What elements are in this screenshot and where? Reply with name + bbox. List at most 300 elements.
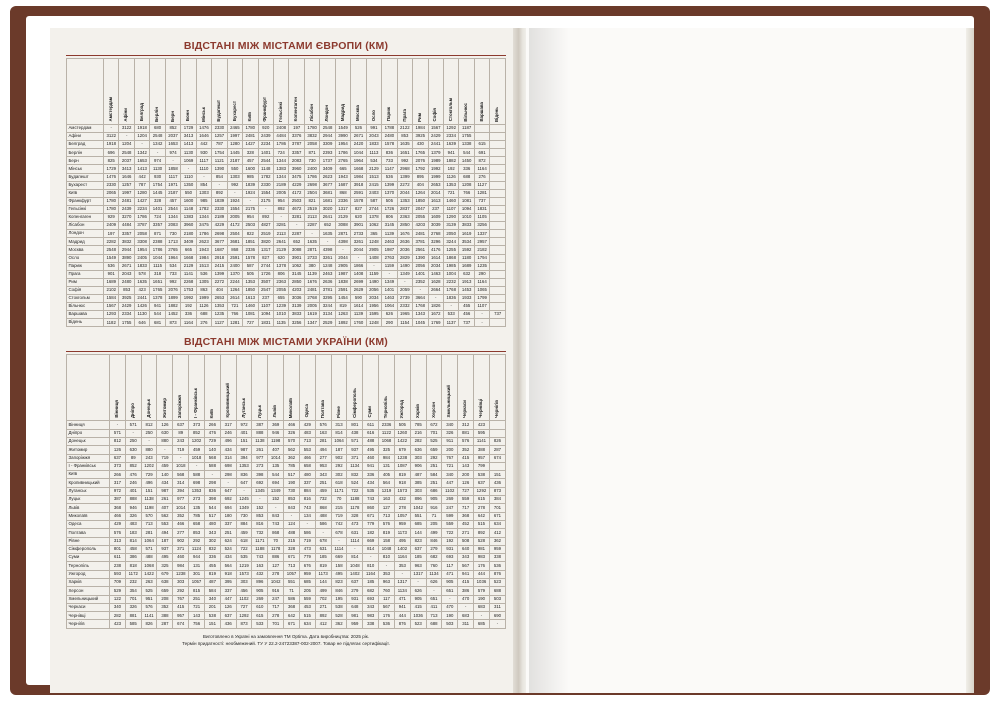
distance-cell: 868 (335, 189, 350, 197)
distance-cell: 311 (458, 620, 474, 628)
row-header: Луганськ (67, 487, 110, 495)
distance-cell: 693 (363, 595, 379, 603)
distance-cell: 313 (110, 537, 126, 545)
distance-cell: 1422 (141, 570, 157, 578)
table-row (67, 262, 506, 270)
distance-cell: 287 (157, 620, 173, 628)
distance-cell: 488 (363, 437, 379, 445)
distance-cell: 896 (252, 578, 268, 586)
distance-cell: 1786 (150, 246, 165, 254)
table-row (67, 578, 506, 586)
distance-cell: 544 (268, 471, 284, 479)
column-header (347, 355, 363, 421)
distance-cell (474, 133, 489, 141)
distance-cell: 1064 (331, 437, 347, 445)
distance-cell: 2272 (397, 181, 412, 189)
distance-cell: 701 (489, 504, 505, 512)
distance-cell: 785 (189, 512, 205, 520)
distance-cell: 1839 (243, 181, 258, 189)
distance-cell: 89 (125, 454, 141, 462)
distance-cell: 722 (442, 529, 458, 537)
title-divider-europe (66, 55, 506, 56)
distance-cell: 429 (299, 421, 315, 429)
distance-cell: 176 (474, 562, 490, 570)
row-header: Лондон (67, 230, 104, 238)
distance-cell: 1463 (382, 294, 397, 302)
distance-cell: 336 (204, 554, 220, 562)
distance-cell: 587 (243, 262, 258, 270)
distance-cell: 2272 (212, 278, 227, 286)
distance-cell: 3281 (289, 214, 304, 222)
distance-cell: 1713 (165, 238, 180, 246)
distance-cell: 1460 (243, 303, 258, 311)
distance-cell: 251 (315, 479, 331, 487)
distance-cell: 70 (331, 496, 347, 504)
distance-cell: 1121 (212, 157, 227, 165)
column-header (204, 355, 220, 421)
distance-cell: 3295 (320, 294, 335, 302)
distance-cell: 432 (252, 570, 268, 578)
distance-cell: 1159 (366, 270, 381, 278)
column-header (212, 59, 227, 125)
distance-cell: 144 (410, 529, 426, 537)
distance-cell: 353 (394, 562, 410, 570)
distance-cell: 127 (268, 562, 284, 570)
distance-cell: 3901 (289, 254, 304, 262)
row-header: Кропивницький (67, 479, 110, 487)
distance-cell: 1159 (382, 262, 397, 270)
distance-cell: 2187 (165, 189, 180, 197)
distance-cell: 1786 (134, 214, 149, 222)
distance-cell: 578 (134, 270, 149, 278)
distance-cell: 880 (141, 446, 157, 454)
column-header-label: Осло (370, 110, 376, 122)
distance-cell: - (331, 537, 347, 545)
distance-cell: 611 (363, 421, 379, 429)
distance-cell: 743 (252, 554, 268, 562)
distance-cell: 590 (351, 294, 366, 302)
distance-cell: 1964 (351, 157, 366, 165)
table-row (67, 487, 506, 495)
distance-cell: 1646 (119, 173, 134, 181)
distance-cell: 1567 (104, 303, 119, 311)
distance-cell: 1248 (366, 319, 381, 327)
distance-cell: 3925 (119, 294, 134, 302)
column-header (426, 355, 442, 421)
distance-cell: 176 (379, 612, 395, 620)
distance-cell: 642 (284, 612, 300, 620)
column-header (165, 59, 180, 125)
row-header: Франкфурт (67, 197, 104, 205)
distance-cell: 1614 (428, 254, 443, 262)
distance-cell: 1349 (382, 278, 397, 286)
distance-cell: 953 (315, 462, 331, 470)
distance-cell: 1858 (165, 165, 180, 173)
distance-cell: 195 (331, 595, 347, 603)
distance-cell: 987 (236, 446, 252, 454)
distance-cell: 2332 (397, 303, 412, 311)
column-header (252, 355, 268, 421)
row-header: Рим (67, 278, 104, 286)
distance-cell: 2330 (212, 125, 227, 133)
distance-cell: 536 (489, 562, 505, 570)
distance-cell: 434 (157, 479, 173, 487)
distance-cell: 651 (442, 587, 458, 595)
row-header: Копенгаген (67, 214, 104, 222)
distance-cell: 337 (220, 520, 236, 528)
distance-cell: 576 (458, 437, 474, 445)
distance-cell: 3413 (181, 133, 196, 141)
distance-cell: 730 (165, 230, 180, 238)
distance-cell: 1918 (134, 125, 149, 133)
distance-cell: 429 (110, 520, 126, 528)
distance-cell: 787 (212, 141, 227, 149)
distance-cell: 722 (236, 545, 252, 553)
distance-cell: 1786 (304, 173, 319, 181)
column-header-label: Ужгород (399, 399, 404, 418)
distance-cell: 495 (331, 570, 347, 578)
distance-cell: 717 (458, 504, 474, 512)
distance-cell: 1292 (236, 612, 252, 620)
distance-cell: 626 (382, 311, 397, 319)
distance-cell: 1402 (394, 545, 410, 553)
distance-cell: 692 (220, 496, 236, 504)
distance-cell: 1353 (236, 462, 252, 470)
distance-cell: 404 (413, 181, 428, 189)
distance-cell: 3833 (289, 311, 304, 319)
distance-cell: 916 (268, 587, 284, 595)
distance-cell: 326 (125, 603, 141, 611)
distance-cell: 3139 (443, 222, 458, 230)
distance-cell: - (335, 246, 350, 254)
distance-cell: 311 (489, 603, 505, 611)
distance-cell: 584 (426, 471, 442, 479)
distance-cell: 1349 (236, 504, 252, 512)
distance-cell: 814 (363, 545, 379, 553)
distance-cell: 868 (268, 529, 284, 537)
table-row (67, 165, 506, 173)
distance-cell: 1102 (442, 487, 458, 495)
table-row (67, 189, 506, 197)
distance-cell: 2441 (134, 294, 149, 302)
distance-cell: 1445 (150, 189, 165, 197)
distance-cell: - (157, 446, 173, 454)
distance-cell: 2415 (212, 262, 227, 270)
distance-cell: 1584 (104, 294, 119, 302)
distance-cell: 852 (189, 429, 205, 437)
distance-cell: 671 (284, 620, 300, 628)
distance-cell: 326 (284, 429, 300, 437)
distance-cell: 683 (474, 603, 490, 611)
distance-cell: 2698 (212, 230, 227, 238)
distance-cell: 901 (104, 270, 119, 278)
distance-cell: 2056 (413, 262, 428, 270)
row-header: Бухарест (67, 181, 104, 189)
distance-cell: 292 (173, 587, 189, 595)
distance-cell: 4229 (212, 222, 227, 230)
table-row (67, 454, 506, 462)
distance-cell: - (382, 270, 397, 278)
column-header (227, 59, 242, 125)
column-header (366, 59, 381, 125)
distance-cell: 717 (268, 603, 284, 611)
distance-cell (490, 157, 506, 165)
distance-cell: 2481 (304, 286, 319, 294)
distance-cell: 438 (347, 429, 363, 437)
distance-cell: 713 (379, 512, 395, 520)
distance-cell: 1198 (141, 504, 157, 512)
distance-cell: 1578 (243, 254, 258, 262)
distance-cell: 152 (252, 504, 268, 512)
distance-cell: 503 (489, 595, 505, 603)
distance-cell: 1614 (351, 303, 366, 311)
column-header-label: Лісабон (308, 104, 314, 122)
distance-cell: 2439 (119, 205, 134, 213)
distance-cell: 1831 (258, 319, 273, 327)
distance-cell: 1139 (351, 311, 366, 319)
distance-cell: - (426, 587, 442, 595)
distance-cell: 1317 (258, 246, 273, 254)
distance-cell: 117 (442, 562, 458, 570)
distance-cell: 2102 (104, 286, 119, 294)
distance-cell: 442 (196, 141, 211, 149)
distance-cell: 2465 (227, 125, 242, 133)
distance-cell: 538 (204, 612, 220, 620)
column-header (181, 59, 196, 125)
distance-cell: 4398 (320, 246, 335, 254)
distance-cell: 1753 (181, 286, 196, 294)
distance-cell: 550 (227, 165, 242, 173)
row-header: Донецьк (67, 437, 110, 445)
distance-cell: 991 (366, 125, 381, 133)
distance-cell: 3088 (335, 222, 350, 230)
column-header-label: Вінниця (114, 400, 120, 418)
distance-cell: 2905 (366, 246, 381, 254)
distance-cell: 126 (458, 479, 474, 487)
distance-cell: 779 (363, 520, 379, 528)
distance-cell: 559 (458, 496, 474, 504)
table-row (67, 303, 506, 311)
distance-cell: 183 (125, 529, 141, 537)
distance-cell: 517 (284, 471, 300, 479)
distance-cell: 631 (315, 545, 331, 553)
distance-cell: 3145 (382, 222, 397, 230)
distance-cell: 876 (489, 570, 505, 578)
distance-cell: 884 (299, 487, 315, 495)
column-header (315, 355, 331, 421)
distance-cell: 340 (204, 595, 220, 603)
distance-cell: 1399 (397, 173, 412, 181)
section-gap (66, 327, 506, 336)
distance-cell: 920 (258, 125, 273, 133)
distance-cell: 251 (220, 529, 236, 537)
distance-cell: 810 (363, 562, 379, 570)
distance-cell: 1399 (212, 270, 227, 278)
column-header-label: Париж (386, 107, 392, 122)
distance-cell: 135 (268, 462, 284, 470)
distance-cell: - (428, 294, 443, 302)
distance-cell: 140 (157, 471, 173, 479)
row-header: Лісабон (67, 222, 104, 230)
distance-cell: 1164 (474, 165, 489, 173)
distance-cell: 362 (331, 620, 347, 628)
column-header-label: Москва (355, 105, 361, 122)
distance-cell: 1248 (366, 238, 381, 246)
distance-cell: 1882 (165, 303, 180, 311)
distance-cell: 721 (442, 462, 458, 470)
distance-cell: 2113 (304, 214, 319, 222)
distance-cell: 1238 (394, 454, 410, 462)
distance-cell: 551 (410, 512, 426, 520)
distance-cell: 2968 (397, 165, 412, 173)
distance-cell: 3409 (181, 238, 196, 246)
distance-cell: 488 (284, 529, 300, 537)
distance-cell: 626 (410, 587, 426, 595)
distance-cell: 1204 (134, 133, 149, 141)
distance-cell: 884 (236, 520, 252, 528)
distance-cell: 371 (173, 545, 189, 553)
distance-cell: 2403 (366, 189, 381, 197)
distance-cell: 534 (165, 262, 180, 270)
distance-cell: 3677 (212, 238, 227, 246)
table-row (67, 537, 506, 545)
distance-cell: 470 (458, 595, 474, 603)
distance-cell: 981 (347, 612, 363, 620)
column-header-label: Бухарест (231, 101, 237, 122)
distance-cell: 863 (196, 286, 211, 294)
column-header-label: Хмельницький (446, 385, 452, 418)
table-row (67, 446, 506, 454)
distance-cell: 2504 (227, 230, 242, 238)
distance-cell: 1113 (366, 149, 381, 157)
distance-cell: 1057 (284, 570, 300, 578)
row-header: Вінниця (67, 421, 110, 429)
distance-cell: 1476 (196, 125, 211, 133)
distance-cell: 853 (189, 529, 205, 537)
distance-cell: 815 (189, 587, 205, 595)
distance-cell: 1057 (189, 578, 205, 586)
distance-cell: 1048 (379, 545, 395, 553)
distance-cell: 515 (474, 520, 490, 528)
distance-cell: 868 (315, 504, 331, 512)
distance-cell: 3281 (273, 222, 288, 230)
page-footer (66, 634, 506, 648)
distance-cell: 336 (459, 165, 474, 173)
distance-cell: 576 (315, 421, 331, 429)
distance-cell: 2005 (304, 303, 319, 311)
distance-cell: 536 (104, 262, 119, 270)
distance-cell: 455 (204, 562, 220, 570)
distance-cell: 1248 (320, 262, 335, 270)
distance-cell: 287 (489, 446, 505, 454)
distance-cell: 1303 (227, 173, 242, 181)
distance-cell: 1635 (134, 278, 149, 286)
distance-cell: 187 (157, 537, 173, 545)
distance-cell: 529 (110, 587, 126, 595)
distance-cell: - (150, 149, 165, 157)
column-header (157, 355, 173, 421)
distance-cell: 680 (150, 125, 165, 133)
distance-cell: 124 (284, 520, 300, 528)
distance-cell: 298 (220, 471, 236, 479)
distance-cell: 1281 (474, 189, 489, 197)
distance-cell: 1850 (243, 286, 258, 294)
row-header: Софія (67, 286, 104, 294)
distance-cell: 2671 (351, 133, 366, 141)
distance-cell: 1413 (181, 141, 196, 149)
distance-cell: 273 (189, 496, 205, 504)
distance-cell: 2287 (304, 222, 319, 230)
column-header (474, 355, 490, 421)
distance-cell: 854 (196, 181, 211, 189)
distance-cell: 2653 (212, 294, 227, 302)
distance-cell: 343 (204, 529, 220, 537)
distance-cell: 941 (363, 462, 379, 470)
notebook-pages (26, 16, 974, 685)
distance-cell: 724 (150, 214, 165, 222)
distance-cell: 1839 (212, 197, 227, 205)
distance-cell: 2037 (165, 133, 180, 141)
distance-cell: - (489, 620, 505, 628)
distance-cell: 826 (489, 437, 505, 445)
distance-cell: 615 (252, 612, 268, 620)
distance-cell: 760 (426, 562, 442, 570)
column-header (474, 59, 489, 125)
distance-cell: 362 (489, 537, 505, 545)
distance-cell: 1068 (379, 437, 395, 445)
distance-cell: 760 (379, 587, 395, 595)
distance-cell: 301 (189, 570, 205, 578)
distance-cell: 832 (204, 545, 220, 553)
distance-cell: 1065 (474, 286, 489, 294)
distance-cell: 1182 (104, 319, 119, 327)
distance-cell: 2043 (119, 270, 134, 278)
table-row (67, 529, 506, 537)
distance-cell: 2503 (243, 222, 258, 230)
distance-cell (490, 303, 506, 311)
distance-cell: 4229 (289, 181, 304, 189)
distance-cell: 3833 (459, 222, 474, 230)
distance-cell: 1378 (150, 294, 165, 302)
distance-cell: 3357 (119, 230, 134, 238)
column-header-label: Миколаїв (288, 397, 294, 418)
distance-cell: 278 (474, 504, 490, 512)
distance-cell: 190 (284, 479, 300, 487)
row-header: Будапешт (67, 173, 104, 181)
distance-cell: 371 (347, 454, 363, 462)
distance-cell: 1755 (459, 133, 474, 141)
distance-cell: 3901 (351, 222, 366, 230)
distance-cell: 261 (252, 446, 268, 454)
distance-cell: 2519 (258, 230, 273, 238)
distance-cell: 2547 (258, 286, 273, 294)
distance-cell: 571 (125, 421, 141, 429)
distance-cell: 709 (110, 578, 126, 586)
distance-cell: 905 (252, 587, 268, 595)
distance-cell: 553 (299, 446, 315, 454)
distance-cell: 1452 (165, 311, 180, 319)
column-header (243, 59, 258, 125)
distance-cell: 3832 (304, 133, 319, 141)
distance-cell: 4827 (258, 222, 273, 230)
distance-cell: - (458, 603, 474, 611)
distance-cell (490, 141, 506, 149)
distance-cell: 1573 (394, 487, 410, 495)
table-row (67, 157, 506, 165)
distance-cell: 2187 (227, 157, 242, 165)
distance-cell: 1264 (227, 286, 242, 294)
distance-cell: - (252, 496, 268, 504)
